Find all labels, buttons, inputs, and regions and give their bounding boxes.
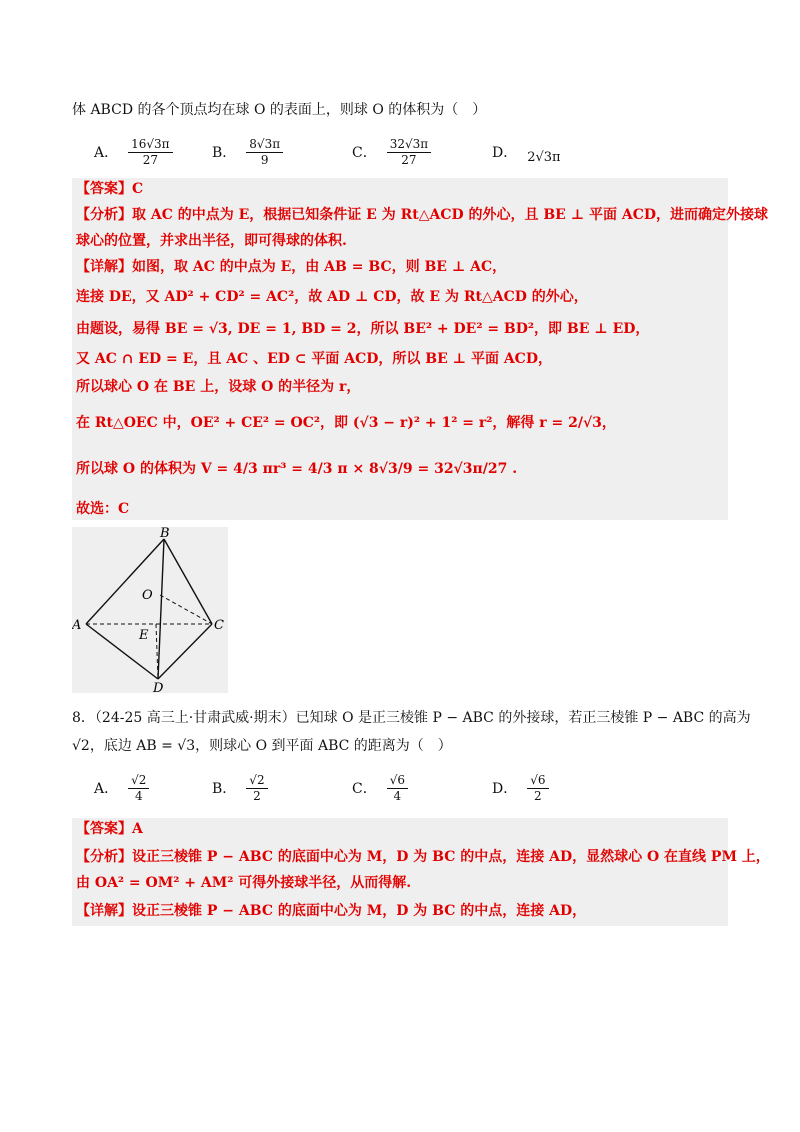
answer: 【答案】A	[76, 821, 143, 837]
q8-stem-line: 8．（24-25 高三上·甘肃武威·期末）已知球 O 是正三棱锥 P − ABC 的外接球，若正三棱锥 P − ABC 的高为	[72, 710, 751, 726]
label-e: E	[139, 628, 149, 643]
label-d: D	[153, 681, 164, 693]
q7-options	[94, 132, 734, 172]
q7-option-c[interactable]: C． $\frac{32√3\pi}{27}$	[352, 132, 431, 172]
fraction: $\frac{√6}{4}$	[387, 773, 408, 804]
edge-bd	[158, 539, 164, 679]
edge-cd	[158, 624, 212, 679]
detail-line: 所以球心 O 在 BE 上，设球 O 的半径为 r，	[76, 379, 361, 395]
q7-stem-tail: 体 ABCD 的各个顶点均在球 O 的表面上，则球 O 的体积为（ ）	[72, 102, 487, 118]
q8-option-d[interactable]: D． $\frac{√6}{2}$	[492, 768, 549, 808]
q7-option-a[interactable]: A． $\frac{16√3\pi}{27}$	[94, 132, 173, 172]
detail-line: 连接 DE，又 AD² + CD² = AC²，故 AD ⊥ CD，故 E 为 Rt△ACD 的外心，	[76, 289, 588, 305]
analysis-line: 球心的位置，并求出半径，即可得球的体积.	[76, 233, 347, 249]
detail-line: 所以球 O 的体积为 V = 4/3 πr³ = 4/3 π × 8√3/9 = 32√3π/27 .	[76, 461, 518, 477]
q7-solution	[72, 178, 769, 520]
label-b: B	[160, 527, 170, 541]
analysis-line: 由 OA² = OM² + AM² 可得外接球半径，从而得解.	[76, 875, 412, 891]
q7-option-b[interactable]: B． $\frac{8√3\pi}{9}$	[212, 132, 283, 172]
final-choice: 故选：C	[76, 501, 130, 517]
fraction: $\frac{√6}{2}$	[527, 773, 548, 804]
tetrahedron-svg	[72, 527, 228, 693]
detail-line: 在 Rt△OEC 中，OE² + CE² = OC²，即 (√3 − r)² + 1² = r²，解得 r = 2/√3，	[76, 415, 616, 431]
q8-solution	[72, 818, 770, 926]
q8-option-c[interactable]: C． $\frac{√6}{4}$	[352, 768, 408, 808]
q8-options	[94, 768, 734, 808]
q8-option-a[interactable]: A． $\frac{√2}{4}$	[94, 768, 149, 808]
q7-option-d[interactable]: D． 2√3π	[492, 145, 561, 165]
fraction: $\frac{32√3\pi}{27}$	[387, 137, 431, 168]
fraction: $\frac{16√3\pi}{27}$	[128, 137, 172, 168]
label-c: C	[214, 618, 224, 633]
detail-line: 【详解】如图，取 AC 的中点为 E，由 AB = BC，则 BE ⊥ AC，	[76, 259, 507, 275]
q8-option-b[interactable]: B． $\frac{√2}{2}$	[212, 768, 268, 808]
fraction: $\frac{√2}{4}$	[128, 773, 149, 804]
fraction: $\frac{√2}{2}$	[246, 773, 267, 804]
answer: 【答案】C	[76, 181, 144, 197]
fraction: $\frac{8√3\pi}{9}$	[246, 137, 283, 168]
detail-line: 【详解】设正三棱锥 P − ABC 的底面中心为 M，D 为 BC 的中点，连接 AD，	[76, 903, 587, 919]
label-o: O	[142, 588, 153, 603]
analysis-line: 【分析】取 AC 的中点为 E，根据已知条件证 E 为 Rt△ACD 的外心，且 BE ⊥ 平面 ACD，进而确定外接球	[76, 207, 769, 223]
q8-stem-line: √2，底边 AB = √3，则球心 O 到平面 ABC 的距离为（ ）	[72, 738, 452, 754]
edge-bc	[164, 539, 212, 624]
edge-ab	[86, 539, 164, 624]
tetrahedron-diagram	[72, 527, 228, 693]
label-a: A	[72, 618, 82, 633]
detail-line: 又 AC ∩ ED = E，且 AC 、ED ⊂ 平面 ACD，所以 BE ⊥ 平面 ACD，	[76, 351, 552, 367]
detail-line: 由题设，易得 BE = √3, DE = 1, BD = 2，所以 BE² + DE² = BD²，即 BE ⊥ ED，	[76, 321, 650, 337]
analysis-line: 【分析】设正三棱锥 P − ABC 的底面中心为 M，D 为 BC 的中点，连接 AD，显然球心 O 在直线 PM 上，	[76, 849, 770, 865]
